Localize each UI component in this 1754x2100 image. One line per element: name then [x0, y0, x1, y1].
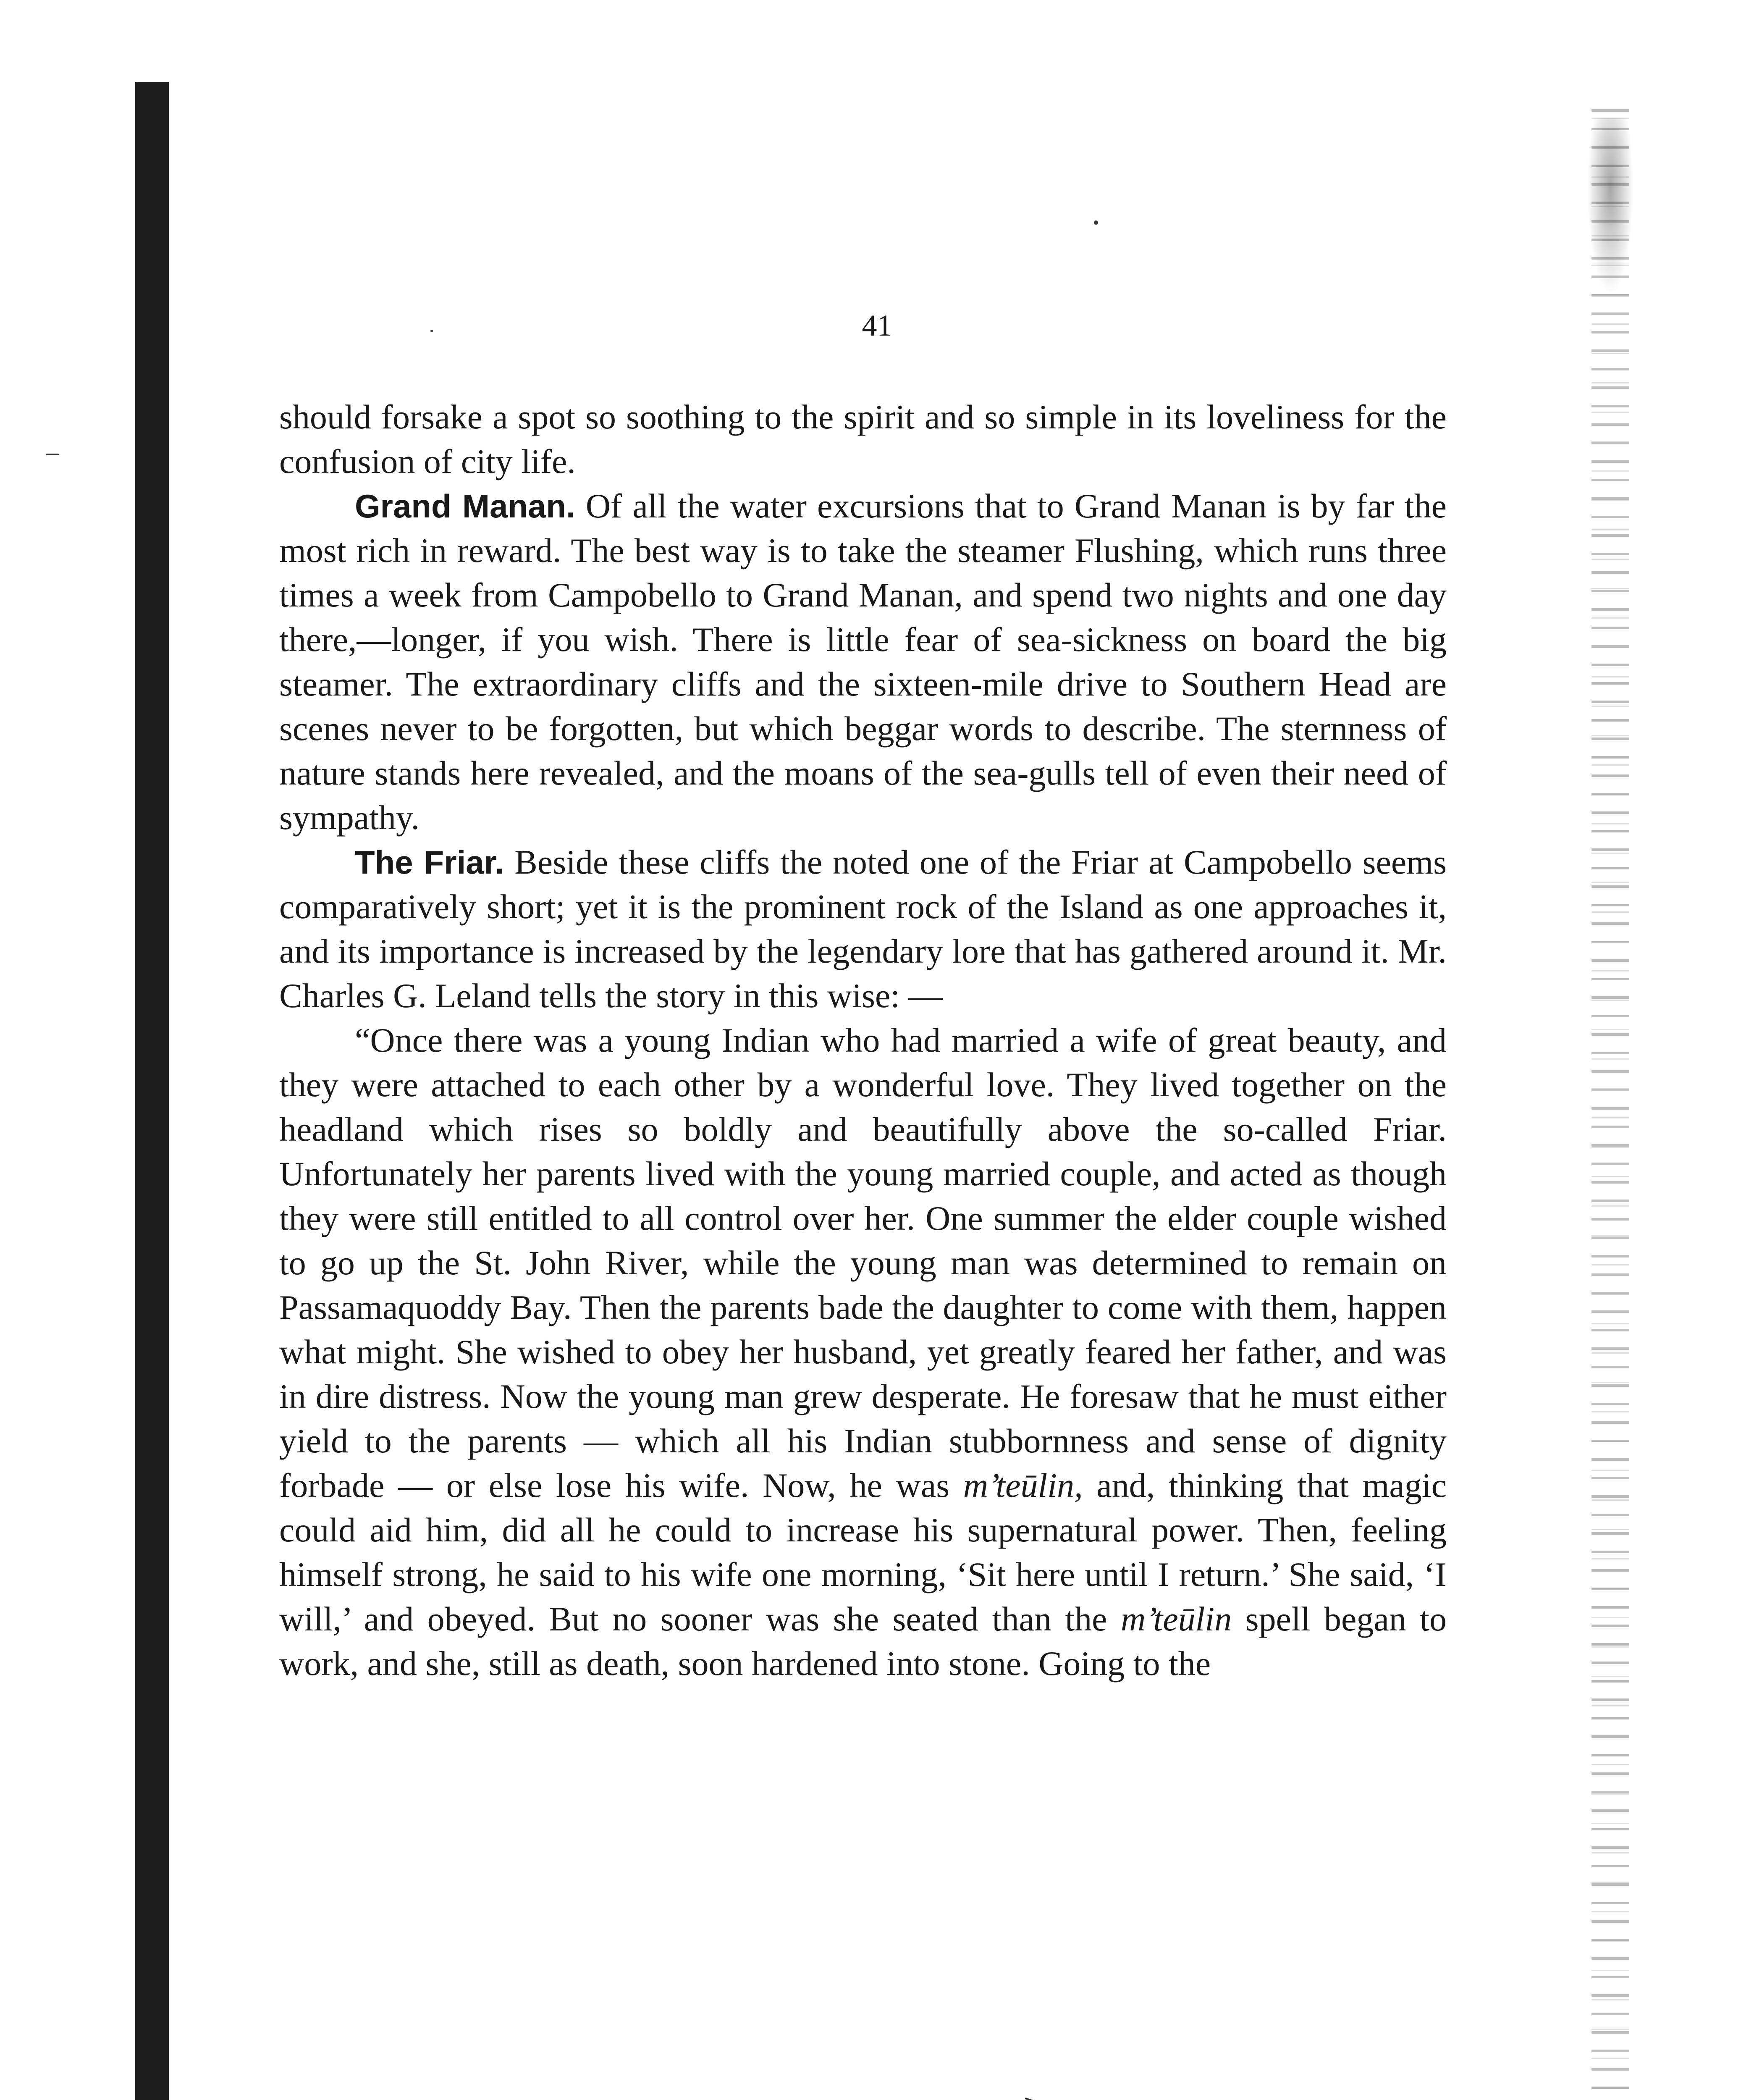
paragraph-the-friar	[279, 840, 1447, 1018]
paragraph-text: spell began to work, and she, still as death, soon hardened into stone. Going to the	[279, 1600, 1447, 1683]
scan-speck	[1025, 2097, 1041, 2100]
paragraph-grand-manan	[279, 484, 1447, 840]
body-text	[279, 395, 1447, 1686]
paragraph-continuation	[279, 395, 1447, 484]
paragraph-text: “Once there was a young Indian who had married a wife of great beauty, and they were attached to each other by a wonderful love. They lived together on the headland which rises so boldly and beautifully above the so-called Friar. Unfortunately her parents lived with the young married couple, and acted as though they were still entitled to all control over her. One summer the elder couple wished to go up the St. John River, while the young man was determined to remain on Passamaquoddy Bay. Then the parents bade the daughter to come with them, happen what might. She wished to obey her husband, yet greatly feared her father, and was in dire distress. Now the young man grew desperate. He foresaw that he must either yield to the parents — which all his Indian stubbornness and sense of dignity forbade — or else lose his wife. Now, he was	[279, 1021, 1447, 1504]
section-heading-grand-manan: Grand Manan.	[355, 488, 575, 525]
scan-speck	[1094, 220, 1098, 225]
scan-speck	[46, 454, 59, 455]
page-edge-scan-noise	[1591, 109, 1629, 2100]
italic-term: m’teūlin,	[963, 1466, 1083, 1504]
paragraph-text: Of all the water excursions that to Grand Manan is by far the most rich in reward. The best way is to take the steamer Flushing, which runs three times a week from Campobello to Grand Manan, and spend two nights and one day there,—longer, if you wish. There is little fear of sea-sickness on board the big steamer. The extraordinary cliffs and the sixteen-mile drive to Southern Head are scenes never to be forgotten, but which beggar words to describe. The sternness of nature stands here revealed, and the moans of the sea-gulls tell of even their need of sympathy.	[279, 487, 1447, 837]
italic-term: m’teūlin	[1121, 1600, 1232, 1638]
paragraph-text: Beside these cliffs the noted one of the Friar at Campobello seems comparatively short; yet it is the prominent rock of the Island as one approaches it, and its importance is increased by the legendary lore that has gathered around it. Mr. Charles G. Leland tells the story in this wise: —	[279, 843, 1447, 1015]
page-number: 41	[862, 309, 892, 342]
section-heading-the-friar: The Friar.	[355, 844, 504, 881]
book-binding-shadow	[135, 82, 169, 2100]
paragraph-legend-quote	[279, 1018, 1447, 1686]
paragraph-text: should forsake a spot so soothing to the spirit and so simple in its loveliness for the confusion of city life.	[279, 398, 1447, 480]
paragraph-text: and, thinking that magic could aid him, did all he could to increase his supernatural power. Then, feeling himself strong, he said to his wife one morning, ‘Sit here until I return.’ She said, ‘I will,’ and obeyed. But no sooner was she seated than the	[279, 1466, 1447, 1638]
